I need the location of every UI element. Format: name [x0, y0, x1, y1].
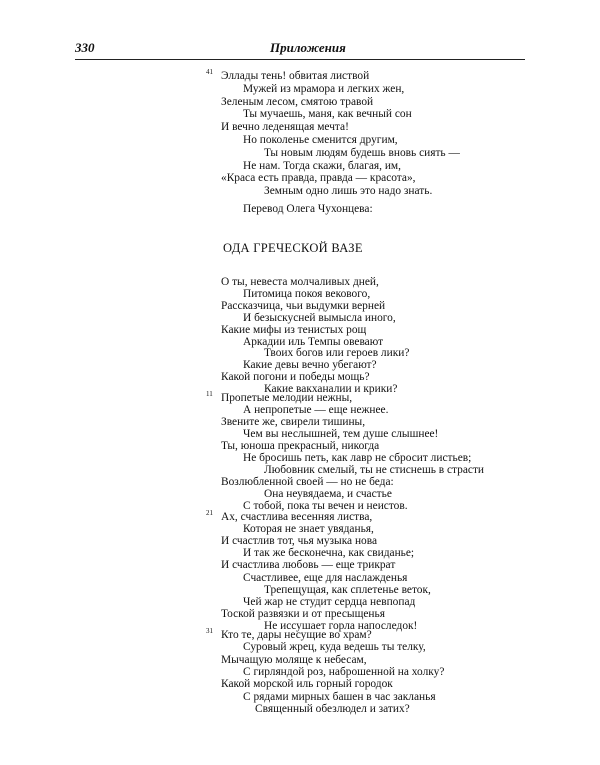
verse-line: Трепещущая, как сплетенье веток,	[264, 583, 431, 596]
verse-line: Суровый жрец, куда ведешь ты телку,	[243, 641, 426, 654]
verse-line: Эллады тень! обвитая листвой	[221, 70, 370, 82]
verse-line: И счастлива любовь — еще трикрат	[221, 559, 396, 572]
verse-line: Любовник смелый, ты не стиснешь в страсти	[264, 464, 485, 476]
verse-line: Не нам. Тогда скажи, благая, им,	[243, 159, 401, 172]
verse-line: Ах, счастлива весенняя листва,	[221, 511, 373, 523]
verse-line: Ты новым людям будешь вновь сиять —	[264, 146, 460, 159]
verse-line: Земным одно лишь это надо знать.	[264, 185, 433, 198]
line-number: 21	[206, 509, 213, 517]
verse-line: Зеленым лесом, смятою травой	[221, 95, 374, 108]
verse-line: Пропетые мелодии нежны,	[221, 392, 353, 404]
verse-line: Рассказчица, чьи выдумки верней	[221, 299, 386, 312]
line-number: 31	[206, 627, 213, 635]
verse-line: И счастлив тот, чья музыка нова	[221, 535, 378, 548]
verse-line: Питомица покоя векового,	[243, 287, 371, 300]
verse-line: Тоской развязки и от пресыщенья	[221, 607, 385, 620]
verse-line: Которая не знает увяданья,	[243, 523, 374, 536]
verse-line: Какие мифы из тенистых рощ	[221, 323, 367, 336]
verse-line: Мычащую моляще к небесам,	[221, 653, 367, 666]
verse-line: Кто те, дары несущие во храм?	[221, 629, 372, 641]
verse-line: И вечно леденящая мечта!	[221, 121, 349, 134]
running-title: Приложения	[270, 40, 346, 55]
verse-line: Ты мучаешь, маня, как вечный сон	[243, 108, 412, 121]
verse-line: Какой погони и победы мощь?	[221, 371, 370, 384]
verse-line: Ты, юноша прекрасный, никогда	[221, 440, 380, 452]
verse-line: Аркадии иль Темпы овевают	[243, 335, 384, 348]
verse-line: А непропетые — еще нежнее.	[243, 404, 389, 416]
verse-line: И так же бесконечна, как свиданье;	[243, 547, 415, 560]
verse-line: Не иссушает горла напоследок!	[264, 619, 418, 632]
verse-line: Возлюбленной своей — но не беда:	[221, 476, 394, 488]
verse-line: Какие девы вечно убегают?	[243, 359, 377, 372]
verse-line: «Краса есть правда, правда — красота»,	[221, 172, 416, 185]
verse-line: Она неувядаема, и счастье	[264, 488, 392, 500]
verse-line: С тобой, пока ты вечен и неистов.	[243, 500, 408, 512]
verse-line: Счастливее, еще для наслажденья	[243, 571, 408, 584]
verse-line: Звените же, свирели тишины,	[221, 416, 366, 428]
verse-line: С гирляндой роз, наброшенной на холку?	[243, 665, 445, 678]
page-number: 330	[75, 40, 95, 55]
line-number: 11	[206, 390, 213, 398]
verse-line: Какой морской иль горный городок	[221, 678, 393, 691]
verse-line: О ты, невеста молчаливых дней,	[221, 276, 379, 288]
verse-line: Чем вы неслышней, тем душе слышнее!	[243, 428, 439, 440]
line-number: 41	[206, 68, 213, 76]
verse-line: Какие вакханалии и крики?	[264, 383, 398, 396]
verse-line: И безыскусней вымысла иного,	[243, 311, 396, 324]
verse-line: Мужей из мрамора и легких жен,	[243, 82, 405, 95]
translator-note: Перевод Олега Чухонцева:	[243, 203, 373, 215]
verse-line: Не бросишь петь, как лавр не сбросит листьев;	[243, 452, 472, 464]
verse-line: Священный обезлюдел и затих?	[255, 702, 410, 715]
verse-line: Чей жар не студит сердца невпопад	[243, 595, 416, 608]
verse-line: Но поколенье сменится другим,	[243, 134, 398, 146]
header-rule	[75, 59, 525, 60]
verse-line: С рядами мирных башен в час закланья	[243, 690, 436, 703]
poem-title: ОДА ГРЕЧЕСКОЙ ВАЗЕ	[223, 241, 363, 255]
verse-line: Твоих богов или героев лики?	[264, 347, 410, 360]
